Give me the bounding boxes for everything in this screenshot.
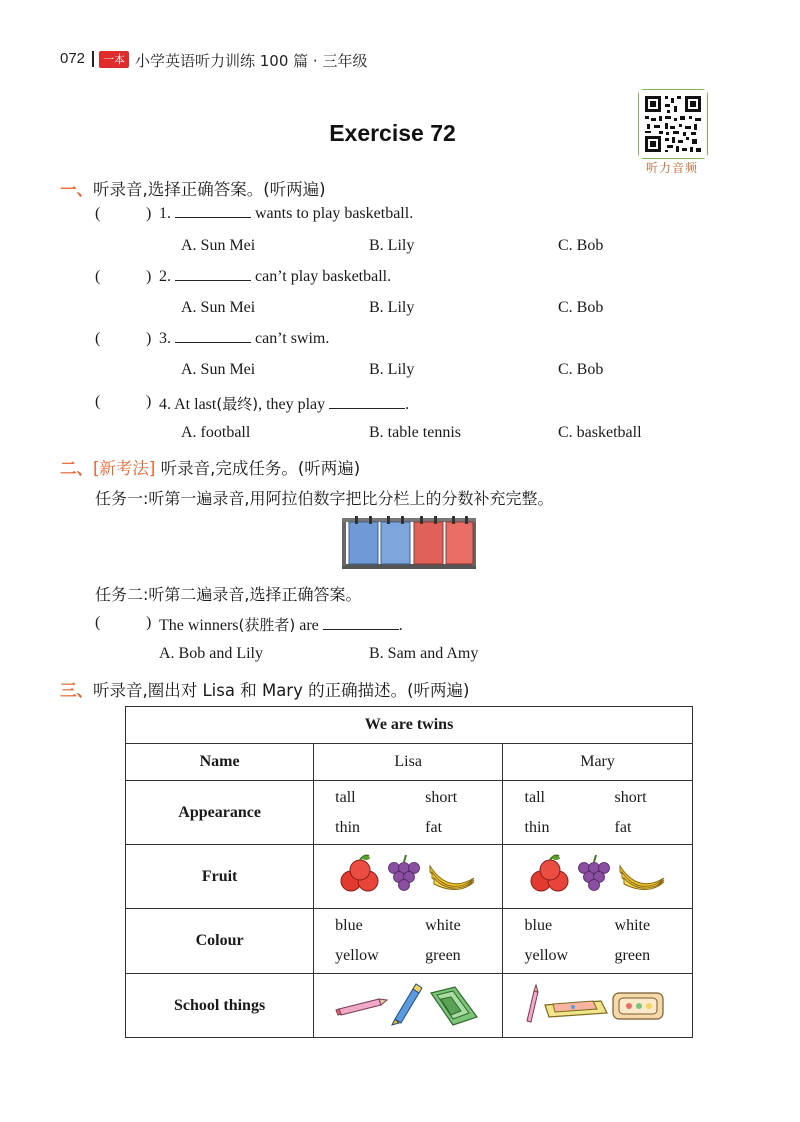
twins-table — [125, 706, 693, 1038]
answer-paren-open: ( — [95, 205, 101, 222]
choice-white[interactable]: white — [614, 917, 651, 934]
question-text: The winners — [159, 617, 239, 634]
row-label-name: Name — [126, 744, 314, 781]
pencil-icon[interactable] — [527, 985, 538, 1022]
exercise-title: Exercise 72 — [329, 120, 456, 146]
brand-logo: 一本 — [99, 51, 129, 68]
row-label-school-things: School things — [126, 974, 314, 1038]
table-row — [126, 781, 693, 845]
answer-blank[interactable] — [323, 628, 399, 630]
answer-blank[interactable] — [175, 216, 251, 218]
table-title: We are twins — [126, 707, 693, 744]
name-lisa: Lisa — [314, 744, 503, 781]
answer-paren-close: ) — [146, 330, 152, 347]
mary-colour-cell — [503, 909, 693, 974]
choice-blue[interactable]: blue — [335, 917, 363, 934]
choice-fat[interactable]: fat — [614, 818, 632, 836]
option-a[interactable]: A. Sun Mei — [181, 361, 256, 378]
row-label-colour: Colour — [126, 909, 314, 974]
question-2 — [159, 268, 391, 286]
answer-paren-open: ( — [95, 614, 101, 631]
fruit-icons — [338, 852, 478, 896]
answer-paren-close: ) — [146, 205, 152, 222]
grapes-icon[interactable] — [389, 855, 420, 891]
table-title-row — [126, 707, 693, 744]
choice-green[interactable]: green — [425, 947, 461, 964]
table-row — [126, 744, 693, 781]
section-2-heading — [60, 455, 360, 479]
pencil-box-icon[interactable] — [613, 993, 663, 1019]
choice-fat[interactable]: fat — [425, 818, 443, 836]
question-text: At last — [174, 396, 217, 413]
choice-tall[interactable]: tall — [524, 788, 545, 806]
choice-green[interactable]: green — [614, 947, 651, 964]
option-a[interactable]: A. Sun Mei — [181, 299, 256, 316]
choice-white[interactable]: white — [425, 917, 461, 934]
banana-icon[interactable] — [430, 866, 474, 890]
question-4 — [159, 393, 409, 414]
section-3-number: 三、 — [60, 681, 93, 700]
answer-paren-open: ( — [95, 393, 101, 410]
lisa-school-things-cell — [314, 974, 503, 1038]
header-divider — [92, 51, 94, 67]
question-text: . — [405, 396, 410, 413]
choice-yellow[interactable]: yellow — [335, 947, 379, 964]
choice-blue[interactable]: blue — [524, 917, 553, 934]
table-row — [126, 974, 693, 1038]
pencil-case-icon[interactable] — [545, 1001, 607, 1017]
question-number: 3. — [159, 330, 171, 347]
option-c[interactable]: C. Bob — [558, 237, 604, 254]
school-things-icons — [333, 979, 483, 1027]
question-3 — [159, 330, 329, 348]
winners-question — [159, 614, 403, 635]
name-mary: Mary — [503, 744, 693, 781]
option-b[interactable]: B. Sam and Amy — [369, 645, 479, 662]
section-1-heading — [60, 176, 326, 200]
book-title: 小学英语听力训练 100 篇 · 三年级 — [135, 52, 368, 70]
option-c[interactable]: C. basketball — [558, 424, 642, 441]
answer-paren-close: ) — [146, 614, 152, 631]
section-1-number: 一、 — [60, 180, 93, 199]
mary-fruit-cell — [503, 845, 693, 909]
answer-paren-close: ) — [146, 393, 152, 410]
grapes-icon[interactable] — [578, 855, 609, 891]
apple-icon[interactable] — [341, 856, 378, 892]
answer-blank[interactable] — [175, 279, 251, 281]
apple-icon[interactable] — [531, 856, 568, 892]
chinese-gloss: (获胜者) — [238, 616, 296, 634]
option-c[interactable]: C. Bob — [558, 299, 604, 316]
table-row — [126, 909, 693, 974]
answer-paren-close: ) — [146, 268, 152, 285]
choice-thin[interactable]: thin — [524, 818, 550, 836]
option-c[interactable]: C. Bob — [558, 361, 604, 378]
question-text: are — [295, 617, 323, 634]
scoreboard-icon — [340, 514, 478, 570]
option-b[interactable]: B. Lily — [369, 237, 415, 254]
task-1-instruction: 任务一:听第一遍录音,用阿拉伯数字把比分栏上的分数补充完整。 — [95, 489, 554, 508]
answer-paren-open: ( — [95, 330, 101, 347]
choice-tall[interactable]: tall — [335, 788, 356, 806]
option-b[interactable]: B. Lily — [369, 299, 415, 316]
section-2-instruction: 听录音,完成任务。(听两遍) — [155, 459, 361, 478]
banana-icon[interactable] — [620, 866, 664, 890]
mary-school-things-cell — [503, 974, 693, 1038]
question-text: can’t play basketball. — [251, 268, 392, 285]
lisa-colour-cell — [314, 909, 503, 974]
question-number: 2. — [159, 268, 171, 285]
option-a[interactable]: A. Sun Mei — [181, 237, 256, 254]
choice-yellow[interactable]: yellow — [524, 947, 569, 964]
question-text: can’t swim. — [251, 330, 330, 347]
section-2-number: 二、 — [60, 459, 93, 478]
mary-appearance-cell — [503, 781, 693, 845]
row-label-appearance: Appearance — [126, 781, 314, 845]
answer-paren-open: ( — [95, 268, 101, 285]
section-1-instruction: 听录音,选择正确答案。(听两遍) — [93, 180, 326, 199]
option-a[interactable]: A. Bob and Lily — [159, 645, 263, 662]
lisa-fruit-cell — [314, 845, 503, 909]
qr-caption: 听力音频 — [645, 161, 698, 175]
task-2-instruction: 任务二:听第二遍录音,选择正确答案。 — [95, 585, 362, 604]
section-3-instruction: 听录音,圈出对 Lisa 和 Mary 的正确描述。(听两遍) — [93, 681, 470, 700]
answer-blank[interactable] — [329, 407, 405, 409]
option-b[interactable]: B. Lily — [369, 361, 415, 378]
school-things-icons — [523, 979, 673, 1027]
table-row — [126, 845, 693, 909]
choice-short[interactable]: short — [425, 788, 458, 806]
page-number: 072 — [60, 50, 86, 67]
lisa-appearance-cell — [314, 781, 503, 845]
answer-blank[interactable] — [175, 341, 251, 343]
pencil-icon[interactable] — [336, 999, 387, 1015]
row-label-fruit: Fruit — [126, 845, 314, 909]
question-1 — [159, 205, 413, 223]
option-a[interactable]: A. football — [181, 424, 251, 441]
scoreboard[interactable] — [340, 514, 478, 570]
question-number: 4. — [159, 396, 171, 413]
section-3-heading — [60, 677, 469, 701]
new-format-tag: [新考法] — [93, 459, 156, 478]
question-number: 1. — [159, 205, 171, 222]
chinese-gloss: (最终) — [216, 395, 259, 413]
question-text: wants to play basketball. — [251, 205, 414, 222]
choice-short[interactable]: short — [614, 788, 647, 806]
option-b[interactable]: B. table tennis — [369, 424, 461, 441]
pencil-case-icon[interactable] — [431, 987, 477, 1025]
question-text: . — [398, 617, 403, 634]
pen-icon[interactable] — [392, 984, 422, 1025]
question-text: , they play — [258, 396, 330, 413]
fruit-icons — [528, 852, 668, 896]
choice-thin[interactable]: thin — [335, 818, 361, 836]
